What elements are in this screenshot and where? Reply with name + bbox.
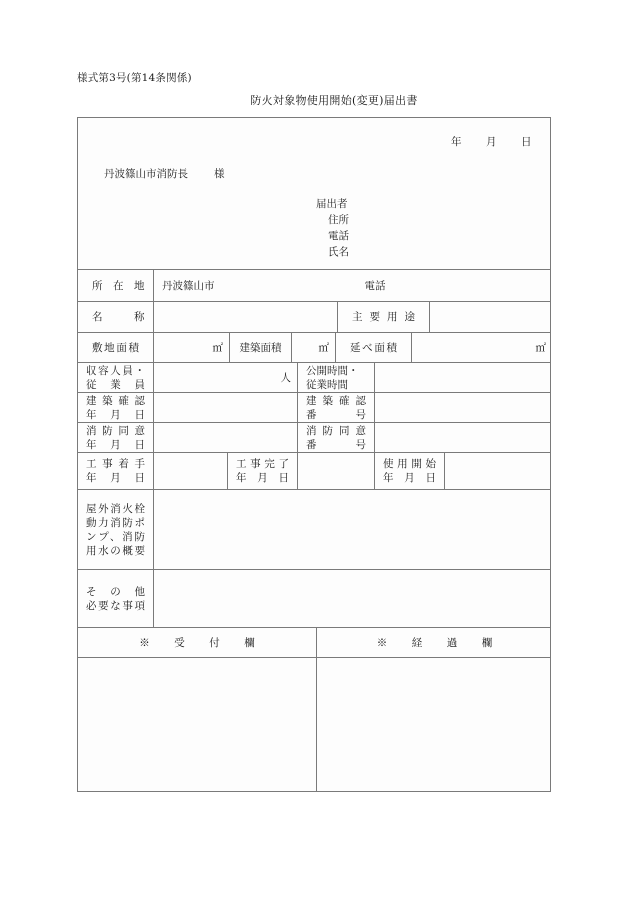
kenchiku-no-label-cell [297,393,374,422]
koji-start-label-cell [78,453,153,489]
capacity-unit: 人 [280,372,291,384]
row-other-matters [78,569,550,627]
hours-label-cell [297,363,374,392]
site-area-label: 敷地面積 [92,341,139,354]
shobo-date-label-cell [78,423,153,452]
shobo-date-label-line2: 年 月 日 [86,438,145,451]
kenchiku-date-value-cell[interactable] [153,393,297,422]
name-value-cell[interactable] [153,302,337,332]
submission-date-line [451,134,532,149]
location-value-cell[interactable] [153,270,552,301]
kenchiku-date-label-line2: 年 月 日 [86,408,145,421]
date-year-label: 年 [451,136,462,148]
koji-use-value-cell[interactable] [444,453,552,489]
shobo-date-label-line1: 消防同意 [86,424,145,437]
location-label: 所 在 地 [92,279,145,292]
other-label-line2: 必要な事項 [86,599,145,612]
location-phone-label: 電話 [364,280,386,292]
hours-label-line1: 公開時間・ [306,364,359,377]
site-area-label-cell [78,333,153,362]
reception-value-cell[interactable] [78,658,316,791]
document-title: 防火対象物使用開始(変更)届出書 [250,94,418,107]
reception-label: ※ 受 付 欄 [139,637,262,649]
row-building-confirmation [78,392,550,422]
row-capacity [78,362,550,392]
row-name [78,301,550,332]
row-location [78,269,550,301]
total-area-unit: ㎡ [535,342,546,354]
building-area-unit: ㎡ [318,342,329,354]
hydrant-label-line1: 屋外消火栓 [86,502,145,515]
koji-end-value-cell[interactable] [297,453,374,489]
submitter-address-label: 住所 [328,214,349,226]
site-area-unit: ㎡ [212,342,223,354]
total-area-label-cell [335,333,411,362]
hydrant-label-line4: 用水の概要 [86,544,145,557]
koji-use-label-cell [374,453,444,489]
progress-label-cell [316,628,552,657]
capacity-label-cell [78,363,153,392]
progress-value-cell[interactable] [316,658,552,791]
hydrant-value-cell[interactable] [153,490,552,569]
row-reception-bodies [78,657,550,791]
capacity-value-cell[interactable] [153,363,297,392]
progress-label: ※ 経 過 欄 [376,637,500,649]
main-use-label-cell [337,302,429,332]
total-area-label: 延べ面積 [350,341,397,354]
main-use-label: 主要用途 [352,311,415,323]
row-area [78,332,550,362]
building-area-value-cell[interactable] [291,333,335,362]
koji-end-label-line1: 工事完了 [236,458,289,470]
other-label-line1: そ の 他 [86,585,145,598]
form-code: 様式第3号(第14条関係) [77,72,192,84]
koji-end-label-line2: 年 月 日 [236,472,289,484]
capacity-label-line2: 従 業 員 [86,378,145,391]
koji-start-value-cell[interactable] [153,453,227,489]
hours-value-cell[interactable] [374,363,552,392]
hydrant-label-line3: ンプ、消防 [86,530,145,543]
kenchiku-no-label-line1: 建築確認 [306,394,366,407]
hydrant-label-cell [78,490,153,569]
submitter-block [316,196,349,260]
hydrant-label-line2: 動力消防ポ [86,516,145,529]
koji-use-label-line2: 年 月 日 [383,472,436,484]
date-month-label: 月 [486,136,497,148]
shobo-date-value-cell[interactable] [153,423,297,452]
site-area-value-cell[interactable] [153,333,229,362]
total-area-value-cell[interactable] [411,333,552,362]
row-construction-dates [78,452,550,489]
shobo-no-label-line2: 番 号 [306,438,366,451]
submitter-title: 届出者 [316,198,348,210]
kenchiku-date-label-cell [78,393,153,422]
row-fire-consent [78,422,550,452]
capacity-label-line1: 収容人員・ [86,364,145,377]
hours-label-line2: 従業時間 [306,378,348,391]
fire-chief-label: 丹波篠山市消防長 [104,168,188,180]
addressee-block [78,118,550,269]
shobo-no-label-cell [297,423,374,452]
kenchiku-date-label-line1: 建築確認 [86,394,145,407]
notification-form-table [77,117,551,792]
location-value: 丹波篠山市 [162,280,215,292]
location-label-cell [78,270,153,301]
reception-label-cell [78,628,316,657]
submitter-phone-label: 電話 [328,230,349,242]
kenchiku-no-value-cell[interactable] [374,393,552,422]
other-label-cell [78,570,153,627]
name-label: 名 称 [92,311,145,323]
honorific-label: 様 [214,168,225,180]
shobo-no-value-cell[interactable] [374,423,552,452]
koji-start-label-line1: 工事着手 [86,458,145,470]
date-day-label: 日 [521,136,532,148]
submitter-name-label: 氏名 [328,246,349,258]
koji-start-label-line2: 年 月 日 [86,472,145,484]
other-value-cell[interactable] [153,570,552,627]
shobo-no-label-line1: 消防同意 [306,424,366,437]
main-use-value-cell[interactable] [429,302,552,332]
koji-end-label-cell [227,453,297,489]
addressee [104,166,225,181]
row-reception-headers [78,627,550,657]
kenchiku-no-label-line2: 番 号 [306,408,366,421]
building-area-label-cell [229,333,291,362]
building-area-label: 建築面積 [239,342,282,354]
name-label-cell [78,302,153,332]
row-hydrant-summary [78,489,550,569]
koji-use-label-line1: 使用開始 [383,458,436,470]
